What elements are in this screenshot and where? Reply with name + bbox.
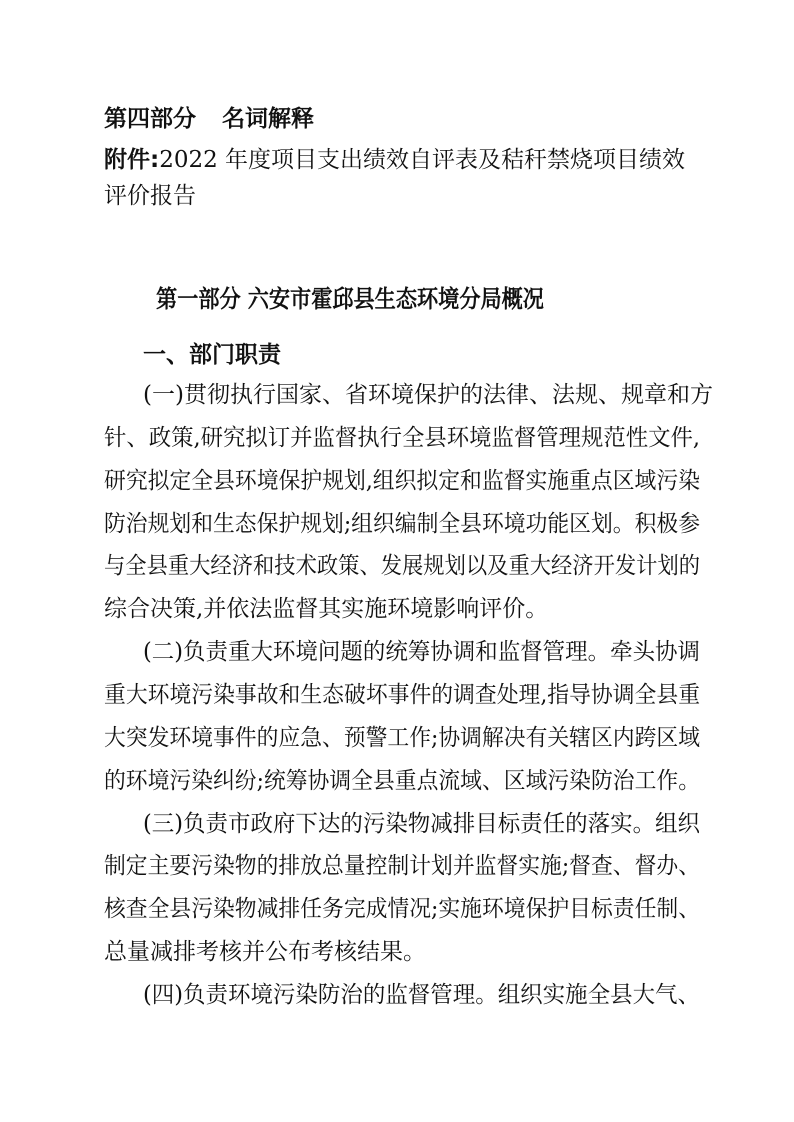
p3-line-2: 制定主要污染物的排放总量控制计划并监督实施;督查、督办、	[104, 853, 700, 879]
part1-name: 六安市霍邱县生态环境分局概况	[247, 285, 544, 313]
part1-title	[0, 284, 700, 314]
attachment-label: 附件:	[104, 147, 160, 173]
p2-line-2: 重大环境污染事故和生态破坏事件的调查处理,指导协调全县重	[104, 682, 701, 708]
p2-line-3: 大突发环境事件的应急、预警工作;协调解决有关辖区内跨区域	[104, 725, 700, 751]
p3-line-3: 核查全县污染物减排任务完成情况;实施环境保护目标责任制、	[104, 896, 700, 922]
attachment-text-1: 2022 年度项目支出绩效自评表及秸秆禁烧项目绩效	[159, 147, 686, 173]
p1-line-1-text: (一)贯彻执行国家、省环境保护的法律、法规、规章和方	[143, 382, 713, 408]
part1-label: 第一部分	[156, 285, 241, 313]
attachment-line	[104, 145, 685, 175]
p4-line-1: (四)负责环境污染防治的监督管理。组织实施全县大气、	[143, 982, 701, 1008]
section-heading: 一、部门职责	[143, 342, 281, 368]
p2-line-4: 的环境污染纠纷;统筹协调全县重点流域、区域污染防治工作。	[104, 768, 700, 794]
contents-part4-line	[104, 104, 314, 134]
p3-line-1: (三)负责市政府下达的污染物减排目标责任的落实。组织	[143, 811, 701, 837]
p1-line-1	[143, 380, 713, 410]
p1-line-2: 针、政策,研究拟订并监督执行全县环境监督管理规范性文件,	[104, 425, 701, 451]
p2-line-1: (二)负责重大环境问题的统筹协调和监督管理。牵头协调	[143, 639, 701, 665]
p3-line-4: 总量减排考核并公布考核结果。	[104, 939, 426, 965]
p1-line-6: 综合决策,并依法监督其实施环境影响评价。	[104, 596, 549, 622]
attachment-line-2: 评价报告	[104, 183, 196, 209]
p1-line-4: 防治规划和生态保护规划;组织编制全县环境功能区划。积极参	[104, 511, 700, 537]
part4-label: 第四部分	[104, 106, 196, 132]
p1-line-3: 研究拟定全县环境保护规划,组织拟定和监督实施重点区域污染	[104, 468, 701, 494]
part4-title: 名词解释	[222, 106, 314, 132]
p1-line-5: 与全县重大经济和技术政策、发展规划以及重大经济开发计划的	[104, 553, 701, 579]
